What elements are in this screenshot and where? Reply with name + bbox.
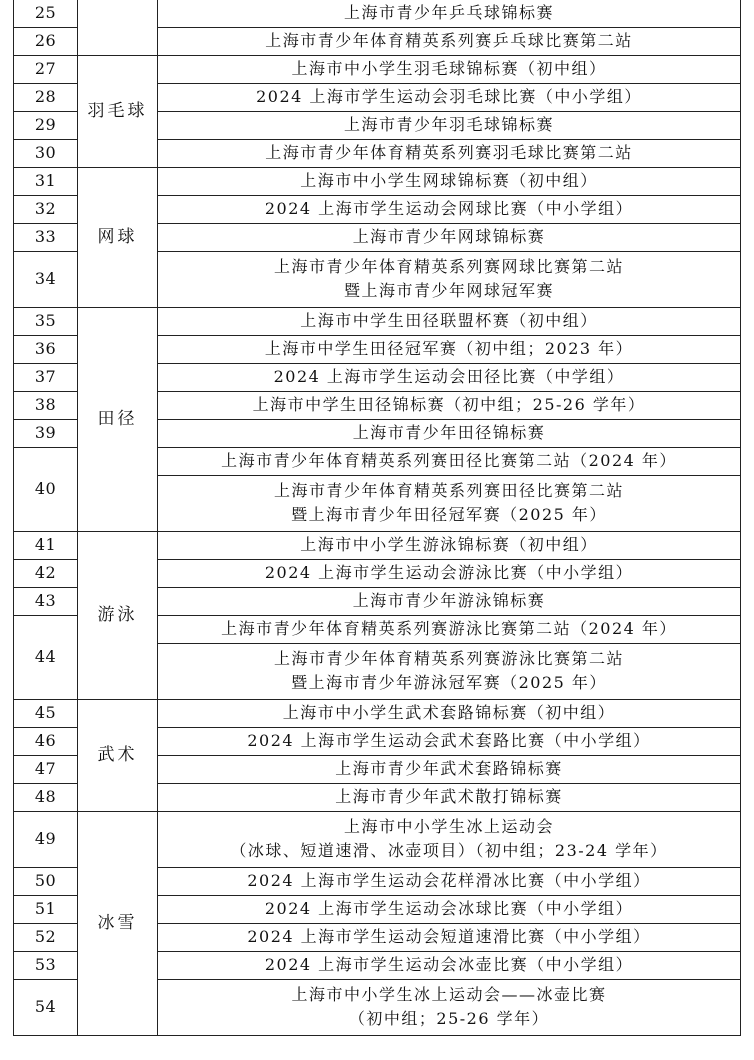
category-athletics: 田径 bbox=[78, 307, 158, 531]
events-table bbox=[13, 0, 741, 1036]
event-name-line: 上海市青少年体育精英系列赛游泳比赛第二站（2024 年） bbox=[221, 619, 677, 638]
row-number: 54 bbox=[14, 979, 78, 1035]
event-name-line: 2024 上海市学生运动会花样滑冰比赛（中小学组） bbox=[247, 871, 651, 890]
category-wushu: 武术 bbox=[78, 699, 158, 811]
row-number: 34 bbox=[14, 251, 78, 307]
row-number: 27 bbox=[14, 55, 78, 83]
category-tennis: 网球 bbox=[78, 167, 158, 307]
event-name bbox=[158, 363, 741, 391]
event-name bbox=[158, 755, 741, 783]
table-row bbox=[14, 307, 741, 335]
event-name bbox=[158, 111, 741, 139]
event-name-line: 上海市中小学生武术套路锦标赛（初中组） bbox=[282, 703, 616, 722]
event-name-line: 2024 上海市学生运动会网球比赛（中小学组） bbox=[264, 199, 634, 218]
event-name bbox=[158, 811, 741, 867]
event-name-line: 上海市青少年网球锦标赛 bbox=[352, 227, 546, 246]
event-name-line: 上海市青少年体育精英系列赛游泳比赛第二站 bbox=[273, 649, 624, 668]
table-row bbox=[14, 811, 741, 867]
event-name-line: 暨上海市青少年游泳冠军赛（2025 年） bbox=[291, 673, 607, 692]
event-name bbox=[158, 699, 741, 727]
row-number: 35 bbox=[14, 307, 78, 335]
event-name-line: 上海市中小学生冰上运动会 bbox=[343, 817, 554, 836]
event-name-line: 上海市青少年体育精英系列赛网球比赛第二站 bbox=[273, 257, 624, 276]
row-number: 47 bbox=[14, 755, 78, 783]
row-number: 28 bbox=[14, 83, 78, 111]
row-number: 45 bbox=[14, 699, 78, 727]
event-name bbox=[158, 335, 741, 363]
event-name bbox=[158, 531, 741, 559]
event-name-line: 上海市青少年游泳锦标赛 bbox=[352, 591, 546, 610]
row-number: 31 bbox=[14, 167, 78, 195]
event-name-line: 上海市中学生田径冠军赛（初中组；2023 年） bbox=[264, 339, 634, 358]
table-row bbox=[14, 699, 741, 727]
row-number: 52 bbox=[14, 923, 78, 951]
event-name-line: 上海市中学生田径联盟杯赛（初中组） bbox=[300, 311, 598, 330]
category-cell-continued bbox=[78, 0, 158, 55]
row-number: 29 bbox=[14, 111, 78, 139]
row-number: 37 bbox=[14, 363, 78, 391]
event-name-line: 上海市中小学生冰上运动会——冰壶比赛 bbox=[291, 985, 607, 1004]
event-name bbox=[158, 55, 741, 83]
row-number: 39 bbox=[14, 419, 78, 447]
row-number: 51 bbox=[14, 895, 78, 923]
category-swimming: 游泳 bbox=[78, 531, 158, 699]
event-name-line: 上海市青少年体育精英系列赛田径比赛第二站 bbox=[273, 481, 624, 500]
event-name bbox=[158, 167, 741, 195]
row-number: 48 bbox=[14, 783, 78, 811]
event-name bbox=[158, 195, 741, 223]
event-name bbox=[158, 27, 741, 55]
event-name-line: 2024 上海市学生运动会游泳比赛（中小学组） bbox=[264, 563, 634, 582]
row-number: 25 bbox=[14, 0, 78, 27]
event-name bbox=[158, 307, 741, 335]
row-number: 44 bbox=[14, 615, 78, 699]
event-name bbox=[158, 139, 741, 167]
event-name bbox=[158, 923, 741, 951]
row-number: 50 bbox=[14, 867, 78, 895]
event-name-line: 上海市青少年体育精英系列赛羽毛球比赛第二站 bbox=[265, 143, 633, 162]
row-number: 53 bbox=[14, 951, 78, 979]
event-name bbox=[158, 979, 741, 1035]
event-name bbox=[158, 727, 741, 755]
event-name-line: 2024 上海市学生运动会田径比赛（中学组） bbox=[273, 367, 625, 386]
event-name-line: 上海市中小学生羽毛球锦标赛（初中组） bbox=[291, 59, 607, 78]
row-number: 36 bbox=[14, 335, 78, 363]
event-name bbox=[158, 223, 741, 251]
event-name-line: 上海市青少年体育精英系列赛乒乓球比赛第二站 bbox=[265, 31, 633, 50]
event-name-line: 上海市青少年武术散打锦标赛 bbox=[335, 787, 563, 806]
event-name-line: 上海市青少年羽毛球锦标赛 bbox=[343, 115, 554, 134]
event-name bbox=[158, 391, 741, 419]
event-name bbox=[158, 447, 741, 475]
event-name-line: 2024 上海市学生运动会羽毛球比赛（中小学组） bbox=[256, 87, 642, 106]
event-name bbox=[158, 0, 741, 27]
event-name bbox=[158, 783, 741, 811]
row-number: 43 bbox=[14, 587, 78, 615]
row-number: 33 bbox=[14, 223, 78, 251]
event-name-line: 上海市中学生田径锦标赛（初中组；25-26 学年） bbox=[252, 395, 646, 414]
row-number: 32 bbox=[14, 195, 78, 223]
event-name bbox=[158, 475, 741, 531]
event-name-line: 2024 上海市学生运动会冰壶比赛（中小学组） bbox=[264, 955, 634, 974]
table-row bbox=[14, 0, 741, 27]
event-name-line: 上海市青少年田径锦标赛 bbox=[352, 423, 546, 442]
row-number: 26 bbox=[14, 27, 78, 55]
event-name-line: 上海市青少年乒乓球锦标赛 bbox=[343, 3, 554, 23]
category-ice-snow: 冰雪 bbox=[78, 811, 158, 1035]
event-name-line: 上海市青少年体育精英系列赛田径比赛第二站（2024 年） bbox=[221, 451, 677, 470]
event-name-line: 2024 上海市学生运动会冰球比赛（中小学组） bbox=[264, 899, 634, 918]
event-name-line: 暨上海市青少年田径冠军赛（2025 年） bbox=[291, 505, 607, 524]
event-name bbox=[158, 643, 741, 699]
category-badminton: 羽毛球 bbox=[78, 55, 158, 167]
event-name-line: 上海市青少年武术套路锦标赛 bbox=[335, 759, 563, 778]
row-number: 46 bbox=[14, 727, 78, 755]
event-name bbox=[158, 587, 741, 615]
row-number: 42 bbox=[14, 559, 78, 587]
event-name-line: 上海市中小学生游泳锦标赛（初中组） bbox=[300, 535, 598, 554]
event-name bbox=[158, 615, 741, 643]
table-row bbox=[14, 55, 741, 83]
event-name-line: 暨上海市青少年网球冠军赛 bbox=[343, 281, 554, 300]
event-name-line: 2024 上海市学生运动会短道速滑比赛（中小学组） bbox=[247, 927, 651, 946]
row-number: 49 bbox=[14, 811, 78, 867]
event-name bbox=[158, 83, 741, 111]
event-name bbox=[158, 559, 741, 587]
event-name bbox=[158, 251, 741, 307]
event-name-line: （冰球、短道速滑、冰壶项目）（初中组；23-24 学年） bbox=[230, 841, 668, 860]
event-name-line: （初中组；25-26 学年） bbox=[348, 1009, 550, 1028]
table-row bbox=[14, 531, 741, 559]
row-number: 30 bbox=[14, 139, 78, 167]
event-name bbox=[158, 951, 741, 979]
event-name-line: 2024 上海市学生运动会武术套路比赛（中小学组） bbox=[247, 731, 651, 750]
row-number: 38 bbox=[14, 391, 78, 419]
event-name-line: 上海市中小学生网球锦标赛（初中组） bbox=[300, 171, 598, 190]
row-number: 40 bbox=[14, 447, 78, 531]
event-name bbox=[158, 867, 741, 895]
table-row bbox=[14, 167, 741, 195]
event-name bbox=[158, 419, 741, 447]
row-number: 41 bbox=[14, 531, 78, 559]
event-name bbox=[158, 895, 741, 923]
